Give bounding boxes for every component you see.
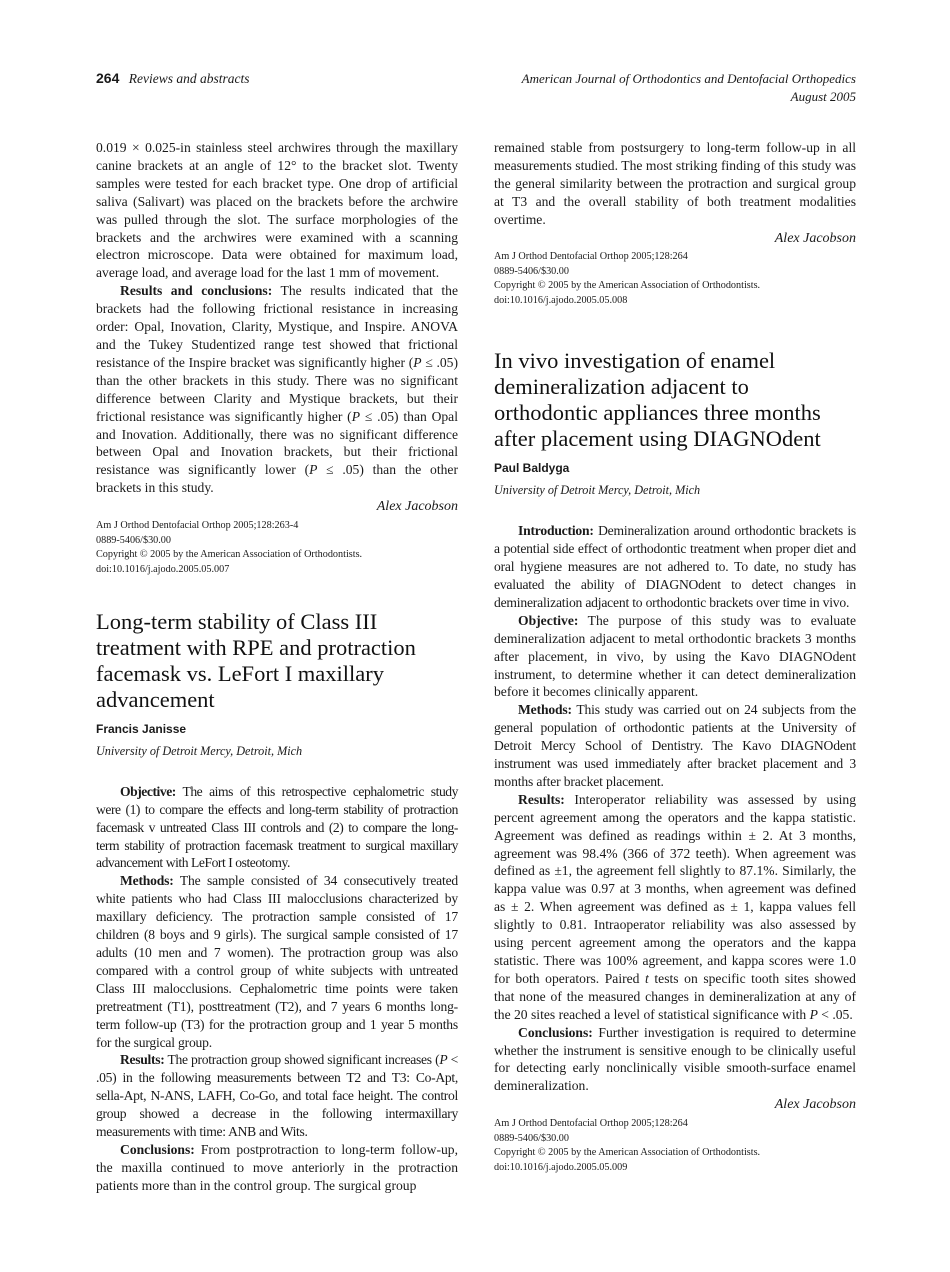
citation-reference: Am J Orthod Dentofacial Orthop 2005;128:263-4 [96,520,299,532]
conclusions-paragraph [96,1141,458,1195]
section-name: Reviews and abstracts [128,71,250,86]
introduction-paragraph [494,522,856,612]
journal-name: American Journal of Orthodontics and Dentofacial Orthopedics [521,71,856,86]
p-symbol: P [351,408,361,424]
running-header-right [522,70,856,106]
conclusions-paragraph [494,1024,856,1096]
results-label: Results: [518,791,565,807]
text-segment: ≤ .05) than the other brackets in this study. [96,462,458,496]
article-title: Long-term stability of Class III treatment with RPE and protraction facemask vs. LeFort I maxillary advancement [96,609,416,713]
results-conclusions-label: Results and conclusions: [120,283,273,299]
citation-doi[interactable]: doi:10.1016/j.ajodo.2005.05.008 [494,294,628,306]
text-segment: The sample consisted of 34 consecutively treated white patients who had Class III malocclusions characterized by maxillary deficiency. The protraction sample consisted of 17 children (8 boys and 9 girls). The surgical sample consisted of 17 adults (10 men and 7 women). The protraction group was also compared with a control group of white subjects with untreated Class III malocclusions. Cephalometric time points were taken pretreatment (T1), posttreatment (T2), and 7 years 6 months long-term follow-up (T3) for the protraction group and 1 year 5 months for the surgical group. [96,873,458,1050]
p-symbol: P [439,1052,448,1068]
issue-date: August 2005 [790,89,856,104]
citation-price: 0889-5406/$30.00 [494,265,569,277]
citation-block [494,1117,856,1175]
citation-reference: Am J Orthod Dentofacial Orthop 2005;128:264 [494,1118,688,1130]
citation-reference: Am J Orthod Dentofacial Orthop 2005;128:264 [494,251,688,263]
text-segment: Demineralization around orthodontic brackets is a potential side effect of orthodontic treatment when proper diet and oral hygiene measures are not adhered to. To date, no study has evaluated the ability of DIAGNOdent to detect changes in demineralization adjacent to orthodontic brackets over time in vivo. [494,523,856,610]
text-segment: This study was carried out on 24 subjects from the general population of orthodontic patients at the University of Detroit Mercy School of Dentistry. The Kavo DIAGNOdent instrument was used immediately after bracket placement and 3 months after bracket placement. [494,702,856,789]
continued-abstract-paragraph: 0.019 × 0.025-in stainless steel archwires through the maxillary canine brackets at an angle of 12° to the bracket slot. Twenty samples were tested for each bracket type. One drop of artificial saliva (Salivart) was placed on the brackets before the archwire was pulled through the slot. The surface morphologies of the brackets and the archwires were examined with a scanning electron microscope. Data were obtained for maximum load, average load, and average load for the last 1 mm of movement. [96,140,458,281]
author-affiliation: University of Detroit Mercy, Detroit, Mich [96,743,303,758]
text-segment: ≤ .05) than the other brackets in this study. There was no significant difference between Clarity and Mystique brackets, but their frictional resistance was significantly higher ( [96,354,459,424]
citation-price: 0889-5406/$30.00 [96,534,171,546]
reviewer-signature: Alex Jacobson [774,1097,856,1113]
results-label: Results: [120,1052,165,1068]
results-conclusions-paragraph [96,282,458,497]
citation-doi[interactable]: doi:10.1016/j.ajodo.2005.05.007 [96,563,230,575]
methods-label: Methods: [518,702,572,718]
article-title: In vivo investigation of enamel demineralization adjacent to orthodontic appliances three months after placement using DIAGNOdent [494,348,821,452]
methods-paragraph [96,872,458,1051]
text-segment: The results indicated that the brackets had the following frictional resistance in increasing order: Opal, Inovation, Clarity, Mystique, and Inspire. ANOVA and the Tukey Studentized range test showed that frictional resistance of the Inspire bracket was significantly higher ( [96,283,459,370]
conclusions-label: Conclusions: [518,1024,593,1040]
p-symbol: P [413,354,422,370]
methods-paragraph [494,701,856,791]
running-header-left [96,70,249,87]
objective-label: Objective: [120,783,176,799]
author-affiliation: University of Detroit Mercy, Detroit, Mich [494,483,701,498]
text-segment: The aims of this retrospective cephalometric study were (1) to compare the effects and long-term stability of protraction facemask v untreated Class III controls and (2) to compare the long-term stability of protraction facemask treatment to surgical maxillary advancement with LeFort I osteotomy. [96,783,458,871]
t-symbol: t [645,970,649,986]
reviewer-signature: Alex Jacobson [774,230,856,246]
results-paragraph [96,1051,458,1141]
page-number: 264 [96,70,120,86]
article-author: Francis Janisse [96,722,187,737]
reviewer-signature: Alex Jacobson [376,499,458,515]
citation-copyright: Copyright © 2005 by the American Association of Orthodontists. [494,280,761,292]
left-column [96,139,458,1195]
citation-copyright: Copyright © 2005 by the American Association of Orthodontists. [494,1147,761,1159]
objective-paragraph [494,612,856,702]
p-symbol: P [309,462,318,478]
introduction-label: Introduction: [518,523,594,539]
continued-conclusions-paragraph: remained stable from postsurgery to long-term follow-up in all measurements studied. The most striking finding of this study was the general similarity between the protraction and surgical group at T3 and the overall stability of both treatment modalities overtime. [494,140,856,227]
objective-paragraph [96,783,458,873]
citation-block [96,519,458,577]
text-segment: ≤ .05) than Opal and Inovation. Additionally, there was no significant difference between Opal and Inovation brackets, but their frictional resistance was significantly lower ( [96,408,458,478]
results-paragraph [494,791,856,1024]
conclusions-label: Conclusions: [120,1141,195,1157]
text-segment: From postprotraction to long-term follow-up, the maxilla continued to move anteriorly in the protraction patients more than in the control group. The surgical group [96,1141,458,1193]
citation-price: 0889-5406/$30.00 [494,1132,569,1144]
right-column [494,139,856,1175]
text-segment: tests on specific tooth sites showed that none of the measured changes in demineralization at any of the 20 sites reached a level of statistical significance with [494,970,856,1022]
p-symbol: P [809,1006,818,1022]
text-segment: The purpose of this study was to evaluate demineralization adjacent to metal orthodontic brackets 3 months after placement, in vivo, by using the Kavo DIAGNOdent instrument, to determine whether it can detect demineralization before it becomes clinically apparent. [494,612,856,700]
text-segment: Further investigation is required to determine whether the instrument is sensitive enough to be clinically useful for detecting early nonclinically visible smooth-surface enamel demineralization. [494,1024,856,1094]
citation-copyright: Copyright © 2005 by the American Association of Orthodontists. [96,549,363,561]
citation-block [494,250,856,308]
article-author: Paul Baldyga [494,461,570,476]
text-segment: Interoperator reliability was assessed by using percent agreement among the operators and the kappa statistic. Agreement was defined as readings within ± 2. At 3 months, agreement was 98.4% (366 of 372 teeth). When agreement was defined as ±1, the agreement fell slightly to 87.1%. Similarly, the kappa value was 0.97 at 3 months, when agreement was defined as ± 2. When agreement was defined as ± 1, kappa values fell slightly to 0.81. Intraoperator reliability was also assessed by using percent agreement among the operators and the kappa statistic. There was 100% agreement, and kappa scores were 1.0 for both operators. Paired [494,791,856,986]
methods-label: Methods: [120,873,174,889]
text-segment: < .05) in the following measurements between T2 and T3: Co-Apt, sella-Apt, N-ANS, LAFH, Co-Go, and total face height. The control group showed a decrease in the following intermaxillary measurements with time: ANB and Wits. [96,1052,459,1140]
objective-label: Objective: [518,612,579,628]
text-segment: < .05. [817,1006,853,1022]
text-segment: The protraction group showed significant increases ( [164,1052,440,1068]
citation-doi[interactable]: doi:10.1016/j.ajodo.2005.05.009 [494,1161,628,1173]
